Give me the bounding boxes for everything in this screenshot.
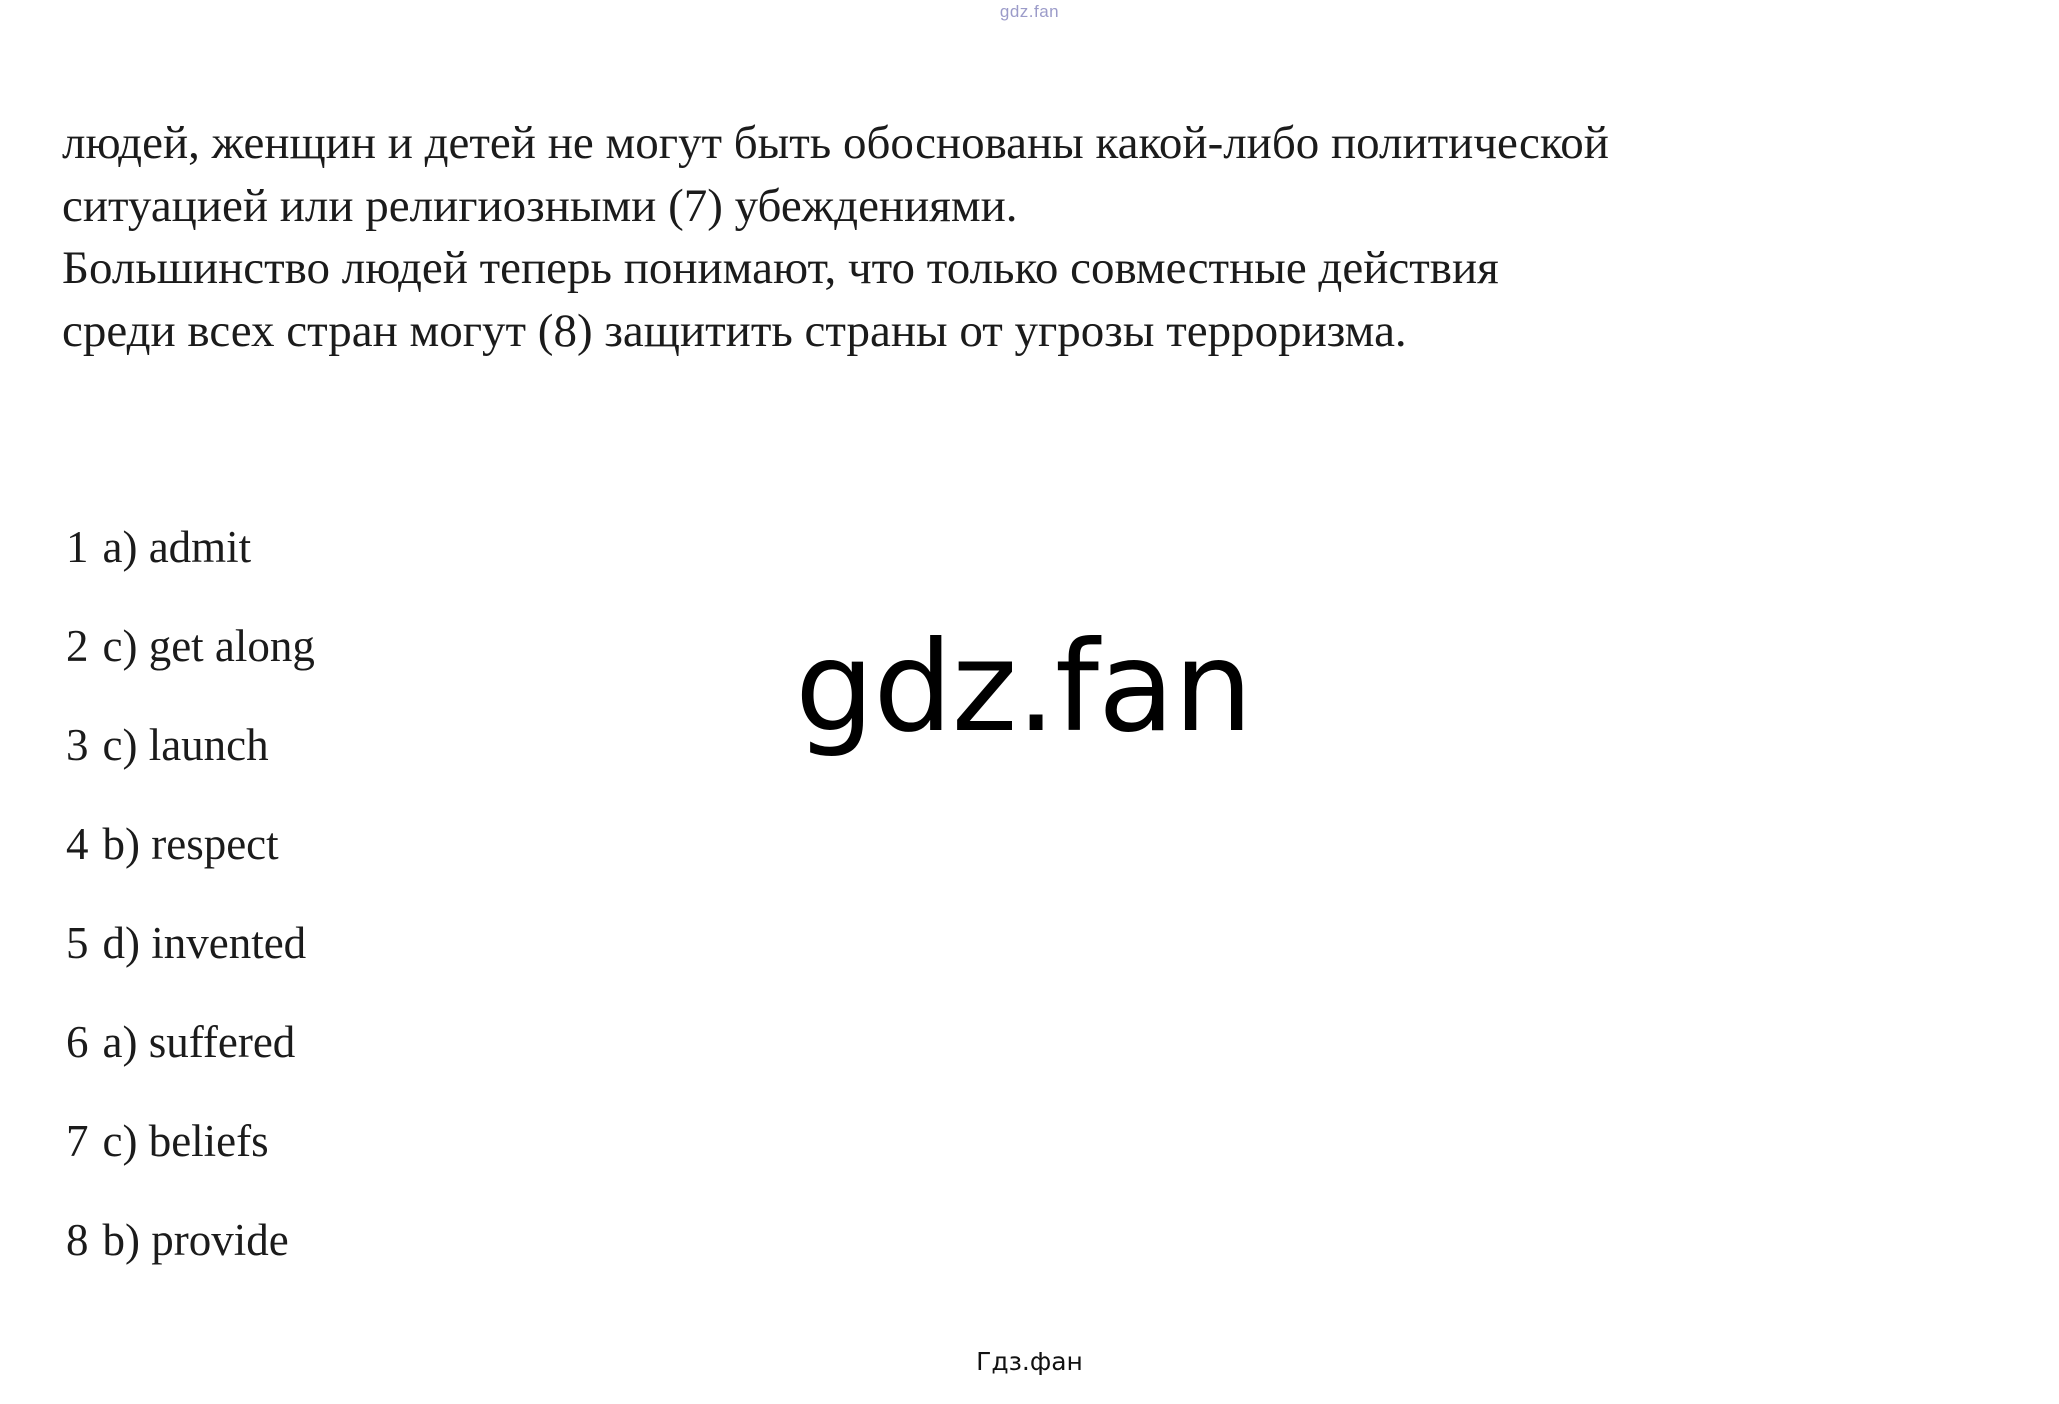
answer-text: a) suffered — [102, 1017, 296, 1067]
list-item — [66, 522, 766, 572]
paragraph-line: ситуацией или религиозными (7) убеждениями. — [62, 179, 1018, 232]
answer-text: b) respect — [102, 819, 279, 869]
answer-number: 7 — [66, 1116, 89, 1166]
answer-text: d) invented — [102, 918, 307, 968]
list-item — [66, 621, 766, 671]
list-item — [66, 819, 766, 869]
answer-number: 4 — [66, 819, 89, 869]
center-watermark: gdz.fan — [795, 615, 1252, 760]
paragraph-line: Большинство людей теперь понимают, что только совместные действия — [62, 242, 1499, 294]
list-item — [66, 918, 766, 968]
paragraph-line: людей, женщин и детей не могут быть обоснованы какой-либо политической — [62, 117, 1609, 169]
paragraph-line: среди всех стран могут (8) защитить страны от угрозы терроризма. — [62, 304, 1407, 357]
list-item — [66, 1116, 766, 1166]
list-item — [66, 720, 766, 770]
answer-number: 6 — [66, 1017, 89, 1067]
answer-number: 5 — [66, 918, 89, 968]
answer-number: 1 — [66, 522, 89, 572]
russian-paragraph — [62, 112, 1762, 362]
answer-number: 8 — [66, 1215, 89, 1265]
answer-text: b) provide — [102, 1215, 289, 1265]
answer-text: c) launch — [102, 720, 269, 770]
answer-text: c) get along — [102, 621, 315, 671]
answer-text: c) beliefs — [102, 1116, 269, 1166]
list-item — [66, 1017, 766, 1067]
answer-number: 2 — [66, 621, 89, 671]
top-watermark: gdz.fan — [999, 2, 1060, 21]
list-item — [66, 1215, 766, 1265]
bottom-watermark: Гдз.фан — [976, 1347, 1083, 1376]
answer-number: 3 — [66, 720, 89, 770]
answer-text: a) admit — [102, 522, 252, 572]
answer-list — [66, 522, 766, 1317]
